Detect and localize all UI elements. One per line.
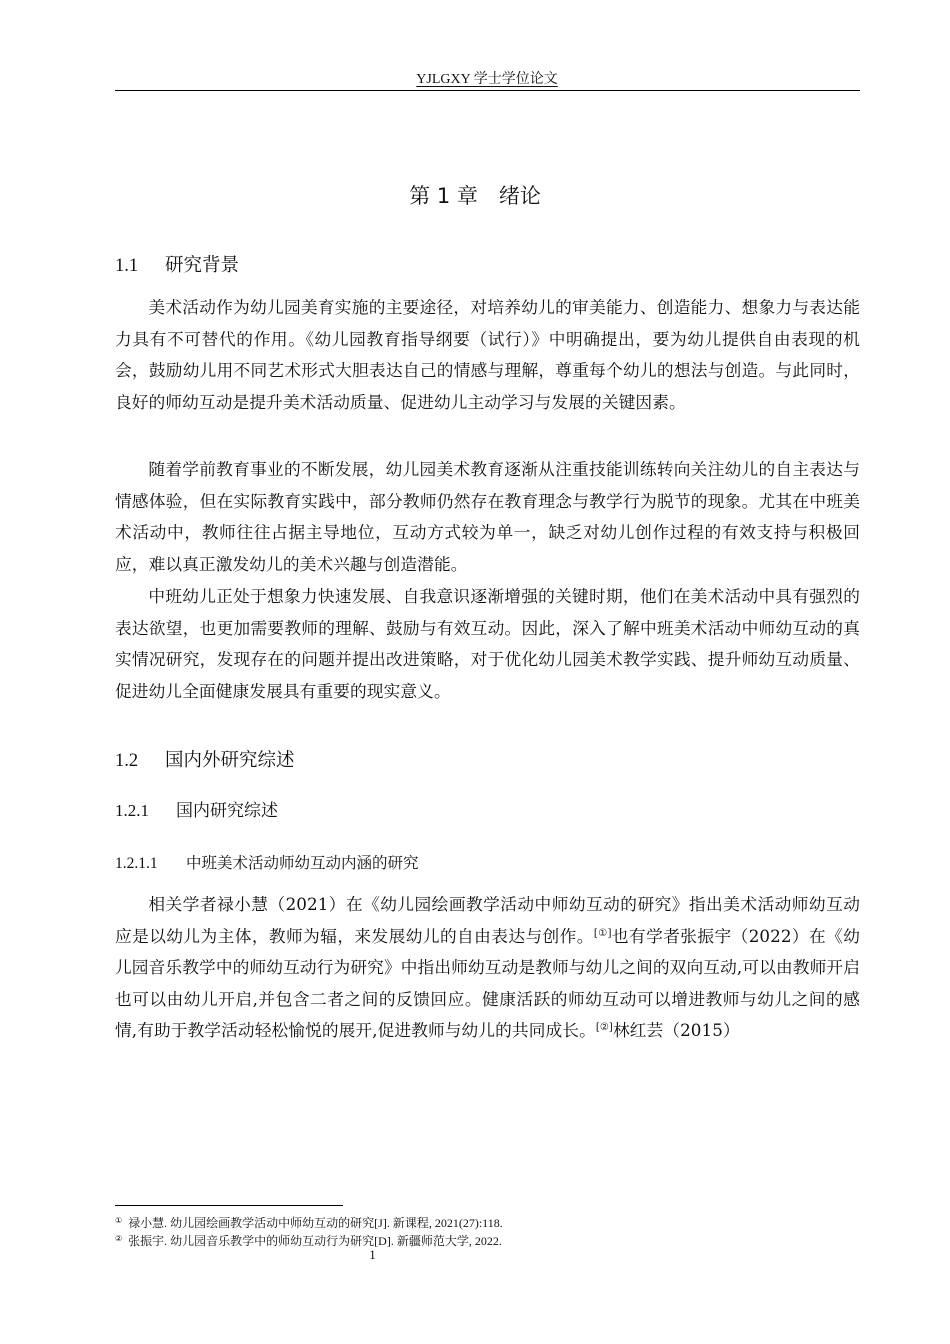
footnote-text: 张振宇. 幼儿园音乐教学中的师幼互动行为研究[D]. 新疆师范大学, 2022. [128,1234,502,1248]
paragraph-text: 林红芸（2015） [612,1020,740,1040]
section-number: 1.2.1 [115,801,149,820]
footnote-mark: ① [115,1216,123,1225]
section-title: 中班美术活动师幼互动内涵的研究 [186,854,419,872]
section-title: 研究背景 [165,255,240,276]
paragraph-background-2: 随着学前教育事业的不断发展，幼儿园美术教育逐渐从注重技能训练转向关注幼儿的自主表达与情感体验，但在实际教育实践中，部分教师仍然存在教育理念与教学行为脱节的现象。尤其在中班美术活动中，教师往往占据主导地位，互动方式较为单一，缺乏对幼儿创作过程的有效支持与积极回应，难以真正激发幼儿的美术兴趣与创造潜能。 [115,459,860,574]
page-header [115,70,860,91]
section-heading-1-1 [115,253,239,279]
section-number: 1.1 [115,256,139,276]
paragraph-text: 相关学者禄小慧（2021）在《幼儿园绘画教学活动中师幼互动的研究》指出美术活动师幼互动应是以幼儿为主体，教师为辐，来发展幼儿的自由表达与创作。 [115,894,860,946]
footnote-text: 禄小慧. 幼儿园绘画教学活动中师幼互动的研究[J]. 新课程, 2021(27):118. [128,1216,503,1230]
chapter-title: 第 1 章 绪论 [409,184,541,208]
footnote-separator [115,1205,343,1206]
citation-ref-2[interactable]: [②] [595,1022,613,1033]
header-title: YJLGXY 学士学位论文 [416,72,558,87]
section-title: 国内研究综述 [176,801,278,821]
footnote-1 [115,1213,503,1231]
section-heading-1-2 [115,748,295,774]
paragraph-domestic-review [115,889,860,1047]
paragraph-text: 也有学者张振宇（2022）在《幼儿园音乐教学中的师幼互动行为研究》中指出师幼互动是教师与幼儿之间的双向互动,可以由教师开启也可以由幼儿开启,并包含二者之间的反馈回应。健康活跃的师幼互动可以增进教师与幼儿之间的感情,有助于教学活动轻松愉悦的展开,促进教师与幼儿的共同成长。 [115,925,860,1040]
section-heading-1-2-1 [115,799,278,823]
section-number: 1.2.1.1 [115,855,158,872]
section-heading-1-2-1-1 [115,852,419,875]
section-number: 1.2 [115,751,139,771]
citation-ref-1[interactable]: [①] [593,927,612,939]
paragraph-background-1: 美术活动作为幼儿园美育实施的主要途径，对培养幼儿的审美能力、创造能力、想象力与表达能力具有不可替代的作用。《幼儿园教育指导纲要（试行）》中明确提出，要为幼儿提供自由表现的机会，鼓励幼儿用不同艺术形式大胆表达自己的情感与理解，尊重每个幼儿的想法与创造。与此同时，良好的师幼互动是提升美术活动质量、促进幼儿主动学习与发展的关键因素。 [115,297,860,412]
page-number: 1 [369,1247,376,1262]
paragraph-background-3: 中班幼儿正处于想象力快速发展、自我意识逐渐增强的关键时期，他们在美术活动中具有强烈的表达欲望，也更加需要教师的理解、鼓励与有效互动。因此，深入了解中班美术活动中师幼互动的真实情况研究，发现存在的问题并提出改进策略，对于优化幼儿园美术教学实践、提升师幼互动质量、促进幼儿全面健康发展具有重要的现实意义。 [115,586,860,701]
footnote-mark: ② [115,1234,123,1243]
section-title: 国内外研究综述 [165,750,295,771]
